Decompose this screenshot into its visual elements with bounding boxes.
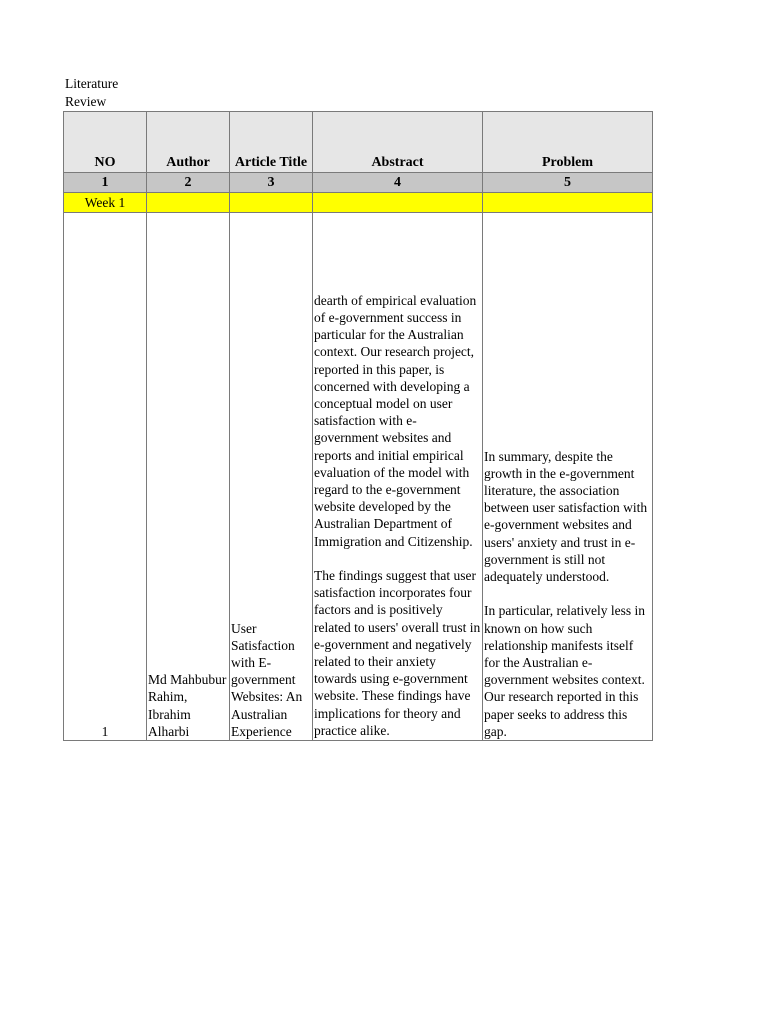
header-abstract[interactable]: Abstract <box>313 112 483 173</box>
column-number[interactable]: 1 <box>64 173 147 193</box>
problem-text: In summary, despite the growth in the e-government literature, the association between user satisfaction with e-government websites and users' anxiety and trust in e-government is still not adequately understood. In particular, relatively less in known on how such relationship manifests itself for the Australian e-government websites context. Our research reported in this paper seeks to address this gap. <box>484 448 648 739</box>
column-number[interactable]: 5 <box>483 173 653 193</box>
article-title-text: User Satisfaction with E-government Websites: An Australian Experience <box>231 620 305 739</box>
abstract-cell[interactable] <box>313 213 483 741</box>
author-cell[interactable] <box>147 213 230 741</box>
author-text: Md Mahbubur Rahim, Ibrahim Alharbi <box>148 672 230 739</box>
document-title: Literature Review <box>65 76 119 109</box>
table-row <box>64 213 653 741</box>
week-empty-cell[interactable] <box>313 193 483 213</box>
abstract-text: dearth of empirical evaluation of e-government success in particular for the Australian context. Our research project, reported in this paper, is concerned with developing a conceptual model on user satisfaction with e-government websites and reports and initial empirical evaluation of the model with regard to the e-government website developed by the Australian Department of Immigration and Citizenship. The findings suggest that user satisfaction incorporates four factors and is positively related to users' overall trust in e-government and negatively related to their anxiety towards using e-government website. These findings have implications for theory and practice alike. <box>314 292 481 738</box>
column-number[interactable]: 4 <box>313 173 483 193</box>
header-author[interactable]: Author <box>147 112 230 173</box>
column-number-row <box>64 173 653 193</box>
week-empty-cell[interactable] <box>230 193 313 213</box>
article-title-cell[interactable] <box>230 213 313 741</box>
column-number[interactable]: 3 <box>230 173 313 193</box>
header-problem[interactable]: Problem <box>483 112 653 173</box>
literature-review-table <box>63 111 653 741</box>
row-number-cell[interactable]: 1 <box>64 213 147 741</box>
header-no[interactable]: NO <box>64 112 147 173</box>
problem-cell[interactable] <box>483 213 653 741</box>
header-row <box>64 112 653 173</box>
header-article-title[interactable]: Article Title <box>230 112 313 173</box>
column-number[interactable]: 2 <box>147 173 230 193</box>
week-label[interactable]: Week 1 <box>64 193 147 213</box>
week-row <box>64 193 653 213</box>
week-empty-cell[interactable] <box>483 193 653 213</box>
week-empty-cell[interactable] <box>147 193 230 213</box>
